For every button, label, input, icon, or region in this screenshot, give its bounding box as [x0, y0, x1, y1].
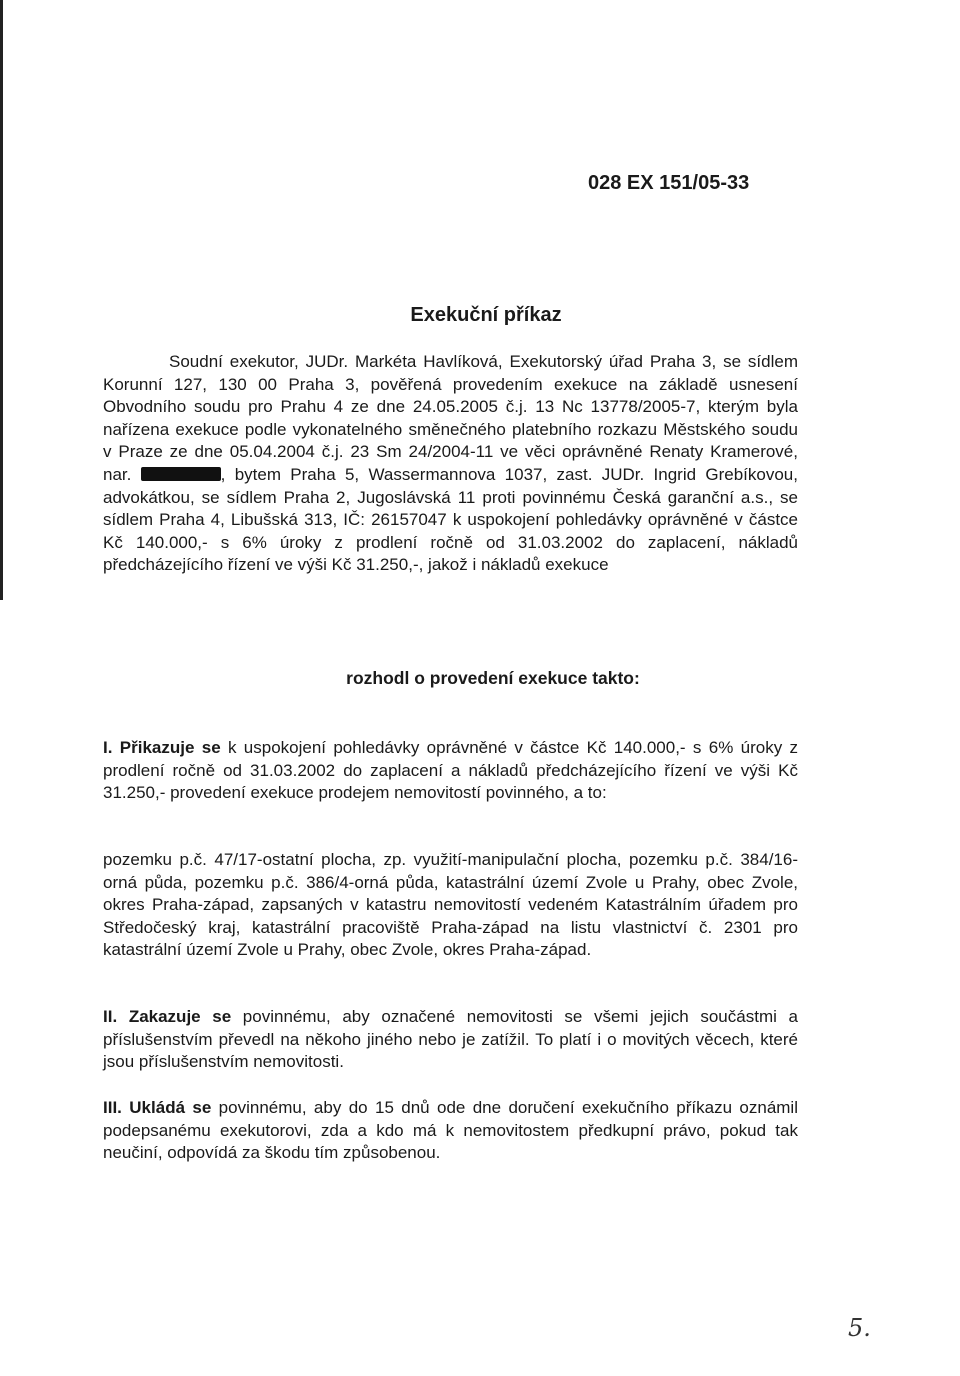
- section-2: [103, 1006, 798, 1074]
- page-mark: 5.: [848, 1314, 871, 1342]
- redacted-birthdate: [141, 467, 221, 481]
- document-title: Exekuční příkaz: [410, 304, 562, 326]
- section-3-number: III.: [103, 1098, 122, 1117]
- section-1: [103, 737, 798, 805]
- property-list: pozemku p.č. 47/17-ostatní plocha, zp. využití-manipulační plocha, pozemku p.č. 384/16-orná půda, pozemku p.č. 386/4-orná půda, katastrální území Zvole u Prahy, obec Zvole, okres Praha-západ, zapsaných v katastru nemovitostí vedeném Katastrálním úřadem pro Středočeský kraj, katastrální pracoviště Praha-západ na listu vlastnictví č. 2301 pro katastrální území Zvole u Prahy, obec Zvole, okres Praha-západ.: [103, 850, 798, 960]
- section-1-text: k uspokojení pohledávky oprávněné v částce Kč 140.000,- s 6% úroky z prodlení ročně od 31.03.2002 do zaplacení a nákladů předcházejícího řízení ve výši Kč 31.250,- provedení exekuce prodejem nemovitostí povinného, a to:: [103, 738, 799, 803]
- section-2-lead: Zakazuje se: [128, 1007, 232, 1026]
- decision-heading: rozhodl o provedení exekuce takto:: [346, 668, 640, 688]
- intro-paragraph: [103, 351, 798, 577]
- intro-text-part2: , bytem Praha 5, Wassermannova 1037, zast. JUDr. Ingrid Grebíkovou, advokátkou, se sídlem Praha 2, Jugoslávská 11 proti povinnému Česká garanční a.s., se sídlem Praha 4, Libušská 313, IČ: 26157047 k uspokojení pohledávky oprávněné v částce Kč 140.000,- s 6% úroky z prodlení ročně od 31.03.2002 do zaplacení, nákladů předcházejícího řízení ve výši Kč 31.250,-, jakož i nákladů exekuce: [103, 464, 798, 575]
- section-3: [103, 1097, 798, 1165]
- section-3-lead: Ukládá se: [129, 1098, 212, 1117]
- section-1-lead: Přikazuje se: [119, 738, 221, 757]
- section-1-number: I.: [103, 738, 113, 757]
- section-2-number: II.: [103, 1007, 118, 1026]
- section-2-text: povinnému, aby označené nemovitosti se všemi jejich součástmi a příslušenstvím převedl na někoho jiného nebo je zatížil. To platí i o movitých věcech, které jsou příslušenstvím nemovitosti.: [103, 1007, 798, 1072]
- intro-text-part1: Soudní exekutor, JUDr. Markéta Havlíková, Exekutorský úřad Praha 3, se sídlem Korunní 127, 130 00 Praha 3, pověřená provedením exekuce na základě usnesení Obvodního soudu pro Prahu 4 ze dne 24.05.2005 č.j. 13 Nc 13778/2005-7, kterým byla nařízena exekuce podle vykonatelného směnečného platebního rozkazu Městského soudu v Praze ze dne 05.04.2004 č.j. 23 Sm 24/2004-11 ve věci oprávněné Renaty Kramerové, nar.: [103, 352, 798, 484]
- case-number: 028 EX 151/05-33: [588, 172, 750, 194]
- section-3-text: povinnému, aby do 15 dnů ode dne doručení exekučního příkazu oznámil podepsanému exekutorovi, zda a kdo má k nemovitostem předkupní právo, pokud tak neučiní, odpovídá za škodu tím způsobenou.: [103, 1098, 798, 1163]
- scan-edge-line: [0, 0, 3, 600]
